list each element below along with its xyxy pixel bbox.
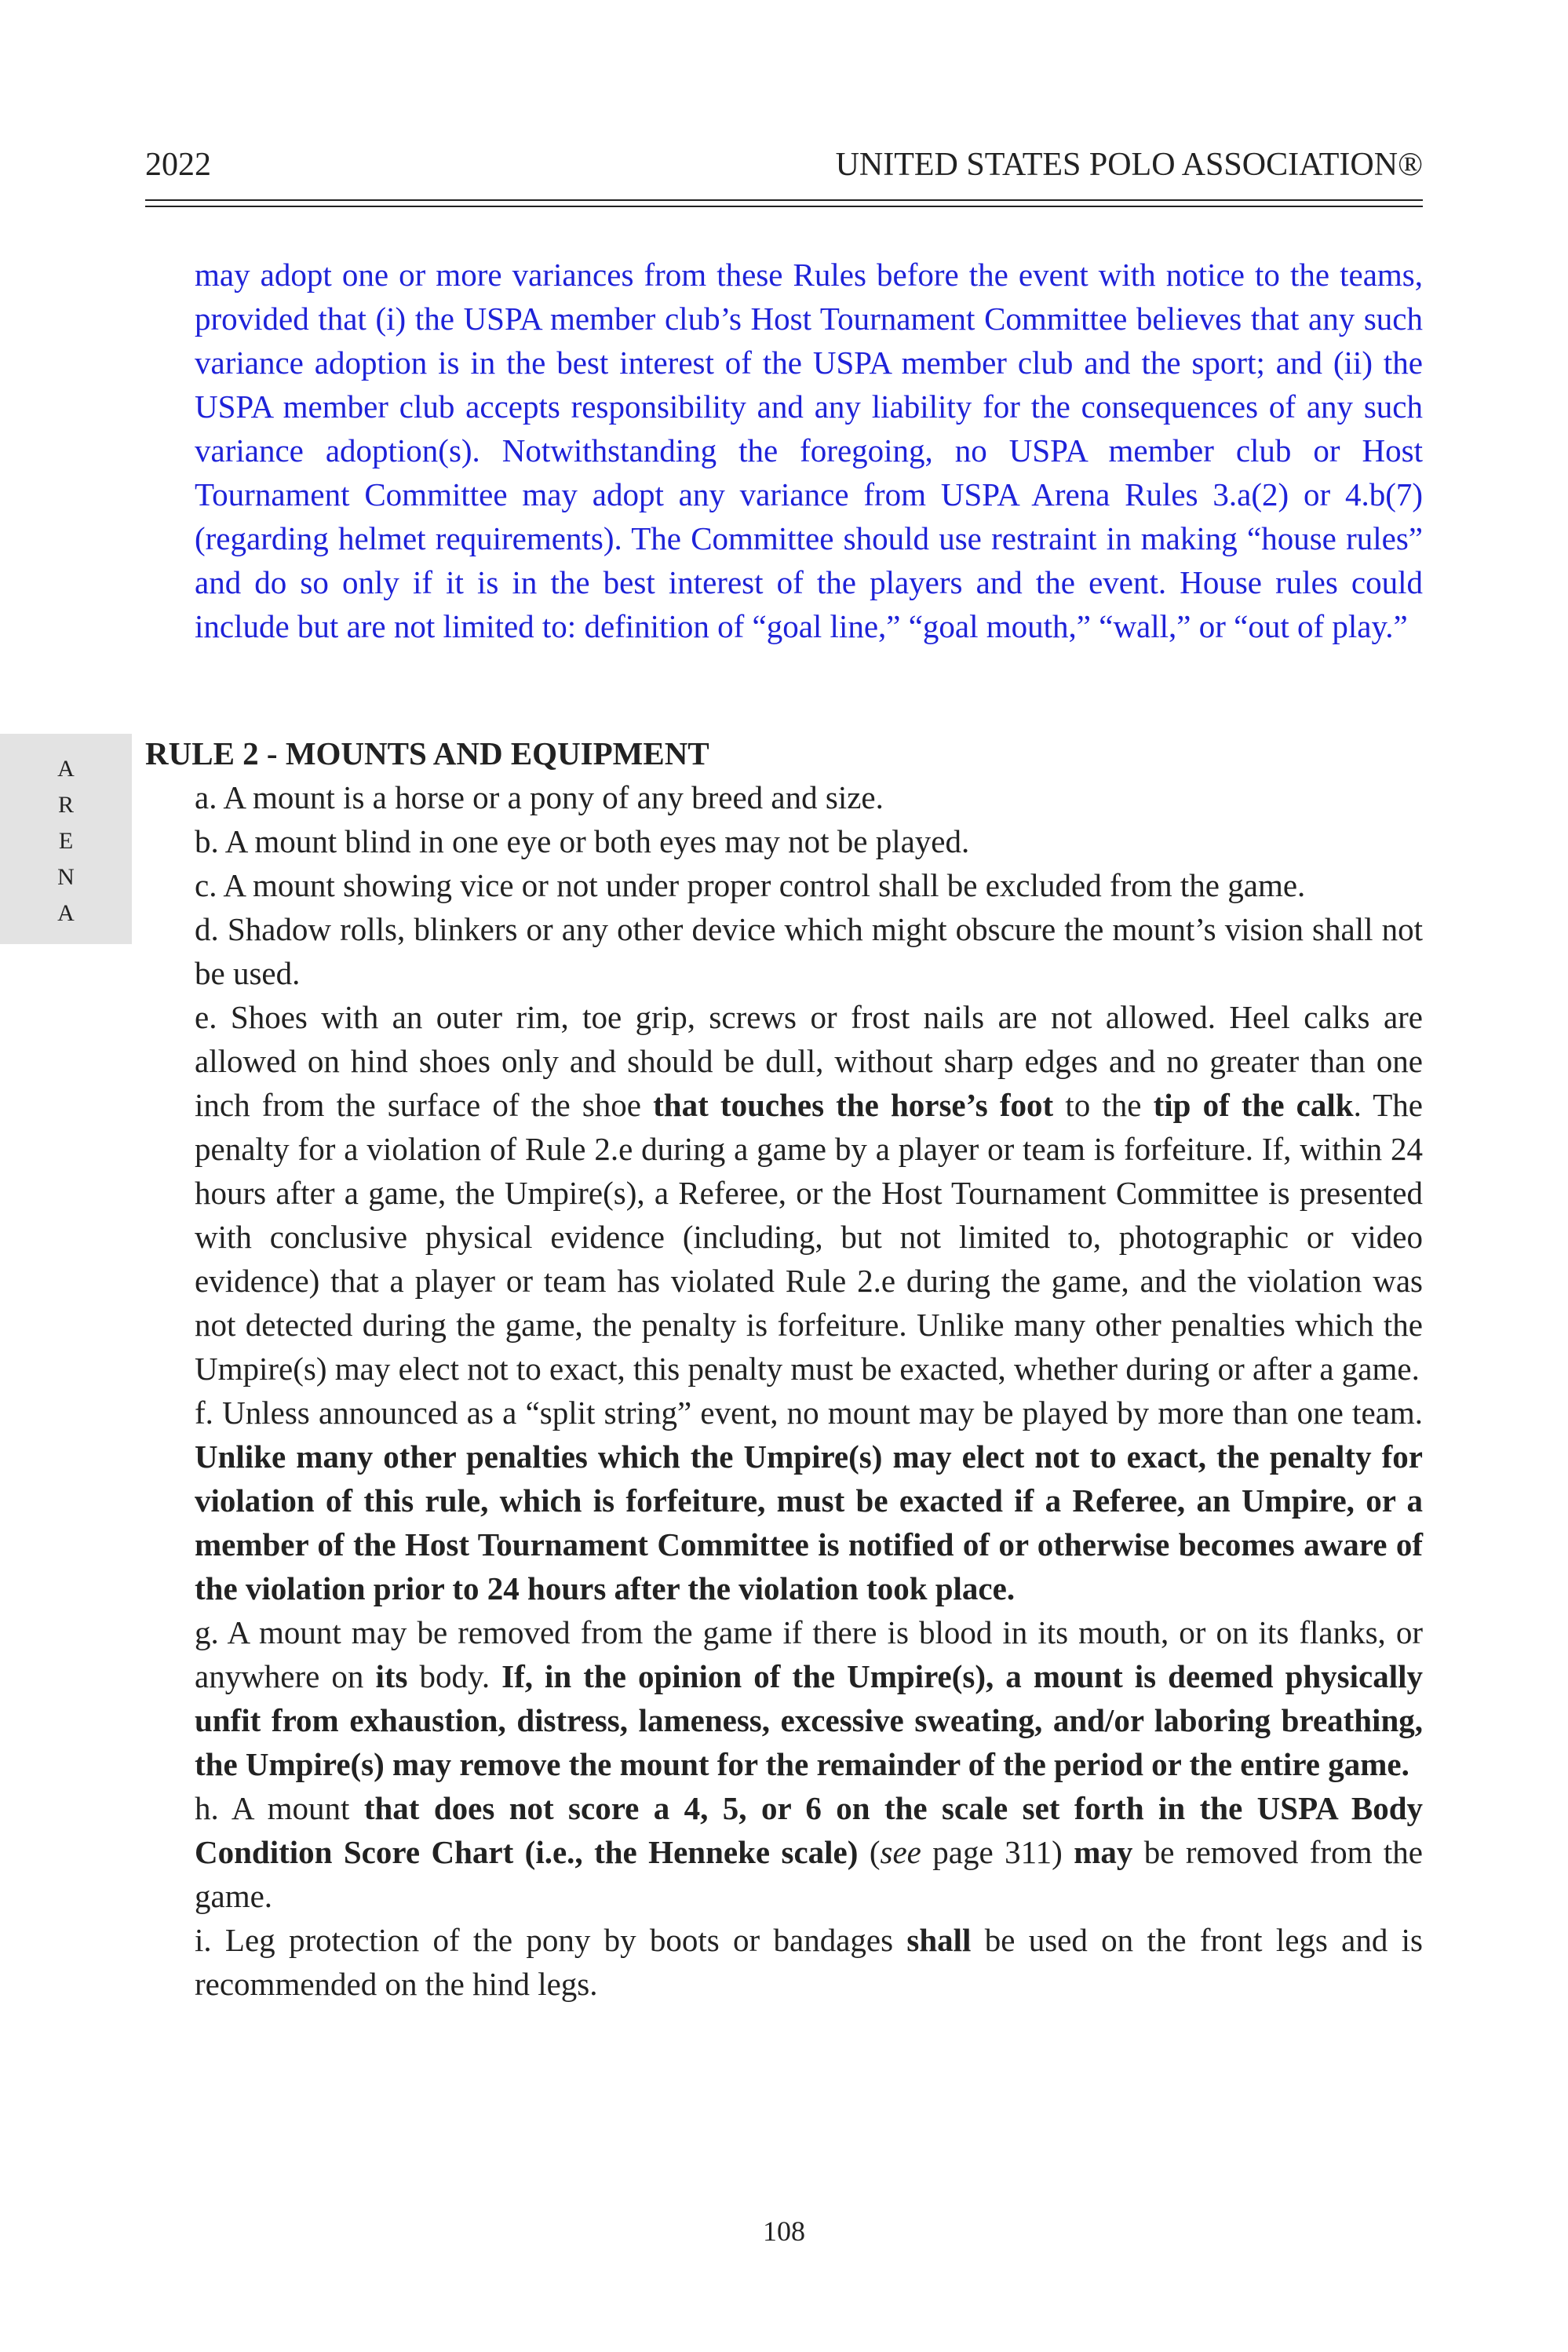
header-year: 2022 — [145, 147, 211, 183]
rule-e-text-3: . The penalty for a violation of Rule 2.e during a game by a player or team is forfeiture. If, within 24 hours after a game, the Umpire(s), a Referee, or the Host Tournament Committee is presented with conclusive physical evidence (including, but not limited to, photographic or video evidence) that a player or team has violated Rule 2.e during the game, and the violation was not detected during the game, the penalty is forfeiture. Unlike many other penalties which the Umpire(s) may elect not to exact, this penalty must be exacted, whether during or after a game. — [195, 1087, 1423, 1387]
rule-item-d: d. Shadow rolls, blinkers or any other device which might obscure the mount’s vision shall not be used. — [195, 911, 1423, 991]
rule-body — [195, 775, 1423, 2006]
rule-e-text-2: to the — [1053, 1087, 1154, 1123]
variance-paragraph — [195, 253, 1423, 648]
header-organization: UNITED STATES POLO ASSOCIATION® — [835, 147, 1423, 183]
rule-i-text-2: be used on the front legs and is recommended on the hind legs. — [195, 1922, 1423, 2002]
rule-h-text-3: page 311) — [921, 1834, 1074, 1870]
rule-i-text-1: i. Leg protection of the pony by boots or bandages — [195, 1922, 907, 1958]
rule-h-bold-1: that does not score a 4, 5, or 6 on the scale set forth in the USPA Body Condition Score Chart (i.e., the Henneke scale) — [195, 1790, 1423, 1870]
rule-item-f — [195, 1391, 1423, 1610]
header-rule-thick — [145, 206, 1423, 207]
rule-e-bold-1: that touches the horse’s foot — [653, 1087, 1054, 1123]
rule-item-b: b. A mount blind in one eye or both eyes may not be played. — [195, 823, 970, 859]
header-rule-thin — [145, 199, 1423, 201]
rule-h-text-1: h. A mount — [195, 1790, 364, 1826]
rule-g-text-1: g. A mount may be removed from the game if there is blood in its mouth, or on its flanks, or anywhere on — [195, 1614, 1423, 1694]
page-header — [145, 141, 1423, 188]
side-tab-letter: N — [57, 864, 75, 890]
rule-h-italic-1: see — [880, 1834, 921, 1870]
rule-f-text-1: f. Unless announced as a “split string” event, no mount may be played by more than one team. — [195, 1395, 1423, 1431]
variance-text: may adopt one or more variances from these Rules before the event with notice to the teams, provided that (i) the USPA member club’s Host Tournament Committee believes that any such variance adoption is in the best interest of the USPA member club and the sport; and (ii) the USPA member club accepts responsibility and any liability for the consequences of any such variance adoption(s). Notwithstanding the foregoing, no USPA member club or Host Tournament Committee may adopt any variance from USPA Arena Rules 3.a(2) or 4.b(7) (regarding helmet requirements). The Committee should use restraint in making “house rules” and do so only if it is in the best interest of the players and the event. House rules could include but are not limited to: definition of “goal line,” “goal mouth,” “wall,” or “out of play.” — [195, 257, 1423, 644]
rule-f-bold-1: Unlike many other penalties which the Umpire(s) may elect not to exact, the penalty for violation of this rule, which is forfeiture, must be exacted if a Referee, an Umpire, or a member of the Host Tournament Committee is notified of or otherwise becomes aware of the violation prior to 24 hours after the violation took place. — [195, 1439, 1423, 1606]
side-tab-letter: A — [57, 900, 75, 926]
rule-item-i — [195, 1918, 1423, 2006]
rule-item-g — [195, 1610, 1423, 1786]
rule-h-bold-2: may — [1074, 1834, 1133, 1870]
rule-h-text-4: be removed from the game. — [195, 1834, 1423, 1914]
rule-g-bold-1: its — [375, 1658, 408, 1694]
rule-e-bold-2: tip of the calk — [1153, 1087, 1354, 1123]
rule-i-bold-1: shall — [906, 1922, 972, 1958]
rule-g-text-2: body. — [407, 1658, 502, 1694]
side-tab-letters — [0, 751, 132, 932]
rule-item-h — [195, 1786, 1423, 1918]
rule-h-text-2: ( — [858, 1834, 881, 1870]
rule-g-bold-2: If, in the opinion of the Umpire(s), a mount is deemed physically unfit from exhaustion, distress, lameness, excessive sweating, and/or laboring breathing, the Umpire(s) may remove the mount for the remainder of the period or the entire game. — [195, 1658, 1423, 1782]
section-side-tab — [0, 734, 132, 944]
side-tab-letter: R — [57, 792, 74, 818]
rule-item-a: a. A mount is a horse or a pony of any breed and size. — [195, 779, 884, 815]
rule-heading: RULE 2 - MOUNTS AND EQUIPMENT — [145, 735, 709, 771]
rule-item-e — [195, 995, 1423, 1391]
page-number: 108 — [763, 2215, 805, 2247]
rule-item-c: c. A mount showing vice or not under proper control shall be excluded from the game. — [195, 867, 1306, 903]
side-tab-letter: E — [58, 828, 74, 854]
rule-e-text-1: e. Shoes with an outer rim, toe grip, screws or frost nails are not allowed. Heel calks are allowed on hind shoes only and should be dull, without sharp edges and no greater than one inch from the surface of the shoe — [195, 999, 1423, 1123]
side-tab-letter: A — [57, 756, 75, 782]
